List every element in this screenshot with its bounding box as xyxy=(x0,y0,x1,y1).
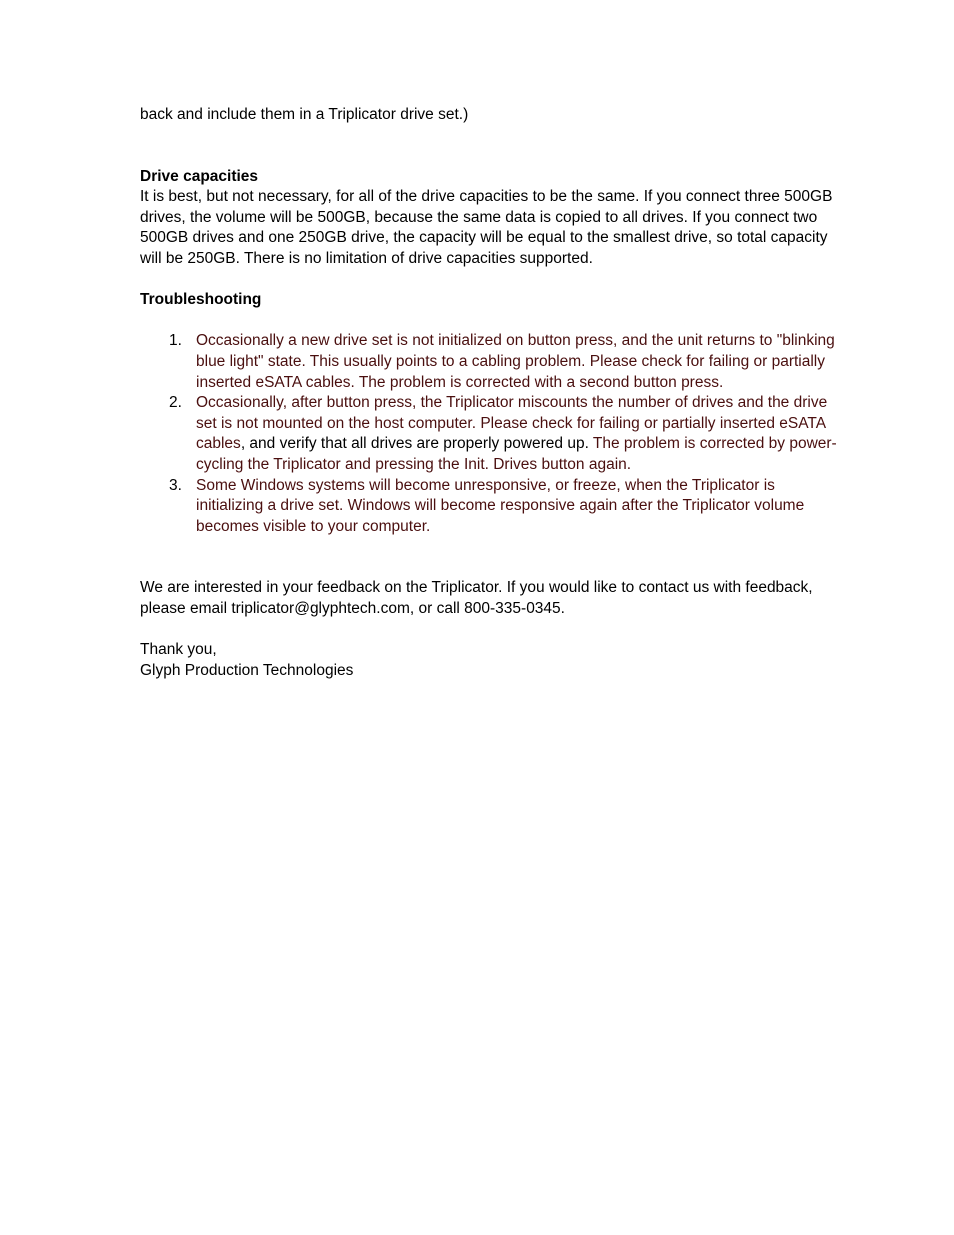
signoff-company: Glyph Production Technologies xyxy=(140,661,354,679)
drive-capacities-body: It is best, but not necessary, for all of the drive capacities to be the same. If you connect three 500GB drives, the volume will be 500GB, because the same data is copied to all drives. If you connect two 500GB drives and one 250GB drive, the capacity will be equal to the smallest drive, so total capacity will be 250GB. There is no limitation of drive capacities supported. xyxy=(140,188,833,267)
intro-tail-text: back and include them in a Triplicator drive set.) xyxy=(140,106,469,123)
spacer xyxy=(140,311,845,332)
list-item-number: 1. xyxy=(169,332,182,350)
spacer xyxy=(140,620,845,641)
list-item-text: Some Windows systems will become unresponsive, or freeze, when the Triplicator is initializing a drive set. Windows will become responsive again after the Triplicator volume becomes visible to your computer. xyxy=(196,476,805,535)
list-item-text: Occasionally a new drive set is not initialized on button press, and the unit returns to "blinking blue light" state. This usually points to a cabling problem. Please check for failing or partially inserted eSATA cables. The problem is corrected with a second button press. xyxy=(196,332,835,391)
list-item-text-insert: , and verify that all drives are properly powered up. xyxy=(240,435,589,453)
list-item xyxy=(140,331,845,393)
list-item-number: 2. xyxy=(169,394,182,412)
troubleshooting-list xyxy=(140,331,845,537)
spacer xyxy=(140,270,845,291)
troubleshooting-section xyxy=(140,290,845,537)
list-item-number: 3. xyxy=(169,476,182,494)
drive-capacities-section xyxy=(140,167,845,270)
feedback-paragraph: We are interested in your feedback on the Triplicator. If you would like to contact us with feedback, please email triplicator@glyphtech.com, or call 800-335-0345. xyxy=(140,579,813,618)
signoff-thanks: Thank you, xyxy=(140,641,217,659)
spacer xyxy=(140,126,845,167)
document-page xyxy=(140,105,845,681)
list-item-text: Occasionally, after button press, the Triplicator miscounts the number of drives and the drive set is not mounted on the host computer. Please check for failing or partially inserted eSATA cables xyxy=(196,394,828,453)
list-item xyxy=(140,393,845,475)
troubleshooting-heading: Troubleshooting xyxy=(140,291,262,309)
list-item xyxy=(140,476,845,538)
spacer xyxy=(140,537,845,578)
drive-capacities-heading: Drive capacities xyxy=(140,167,259,185)
list-item-text-end: The problem is corrected by power-cycling the Triplicator and pressing the Init. Drives button again. xyxy=(196,435,837,473)
